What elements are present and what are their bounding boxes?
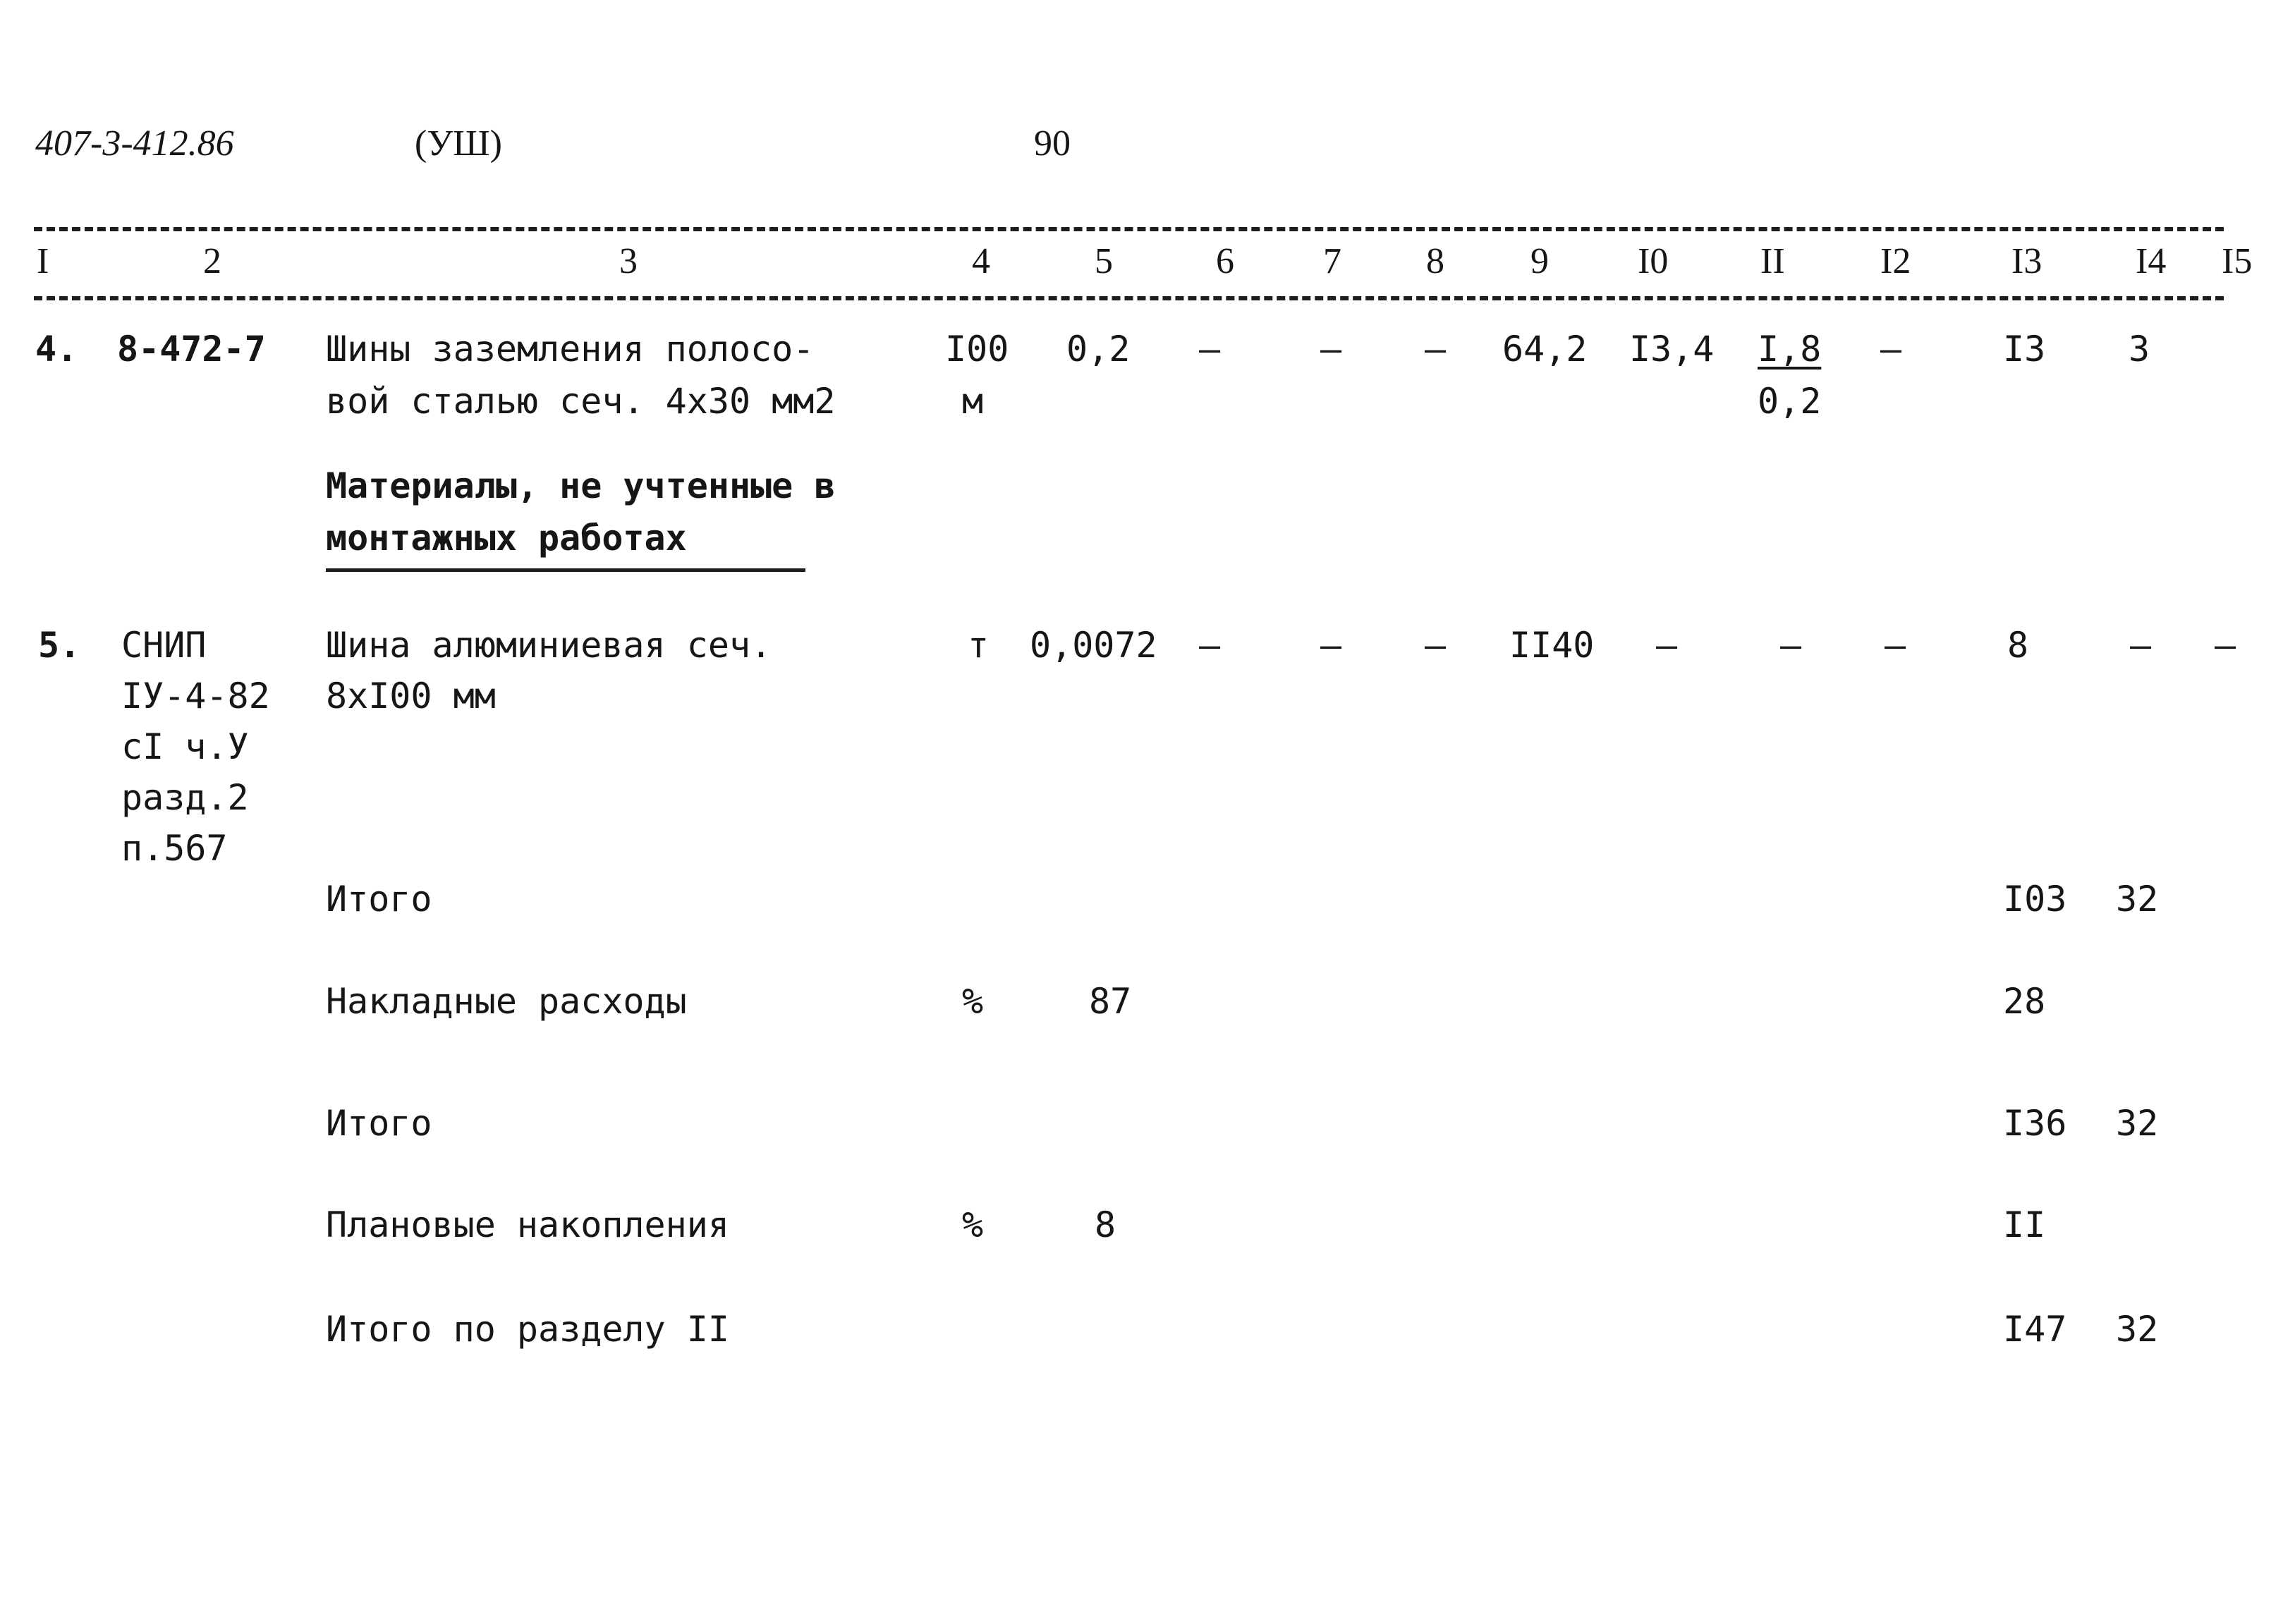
col-header-8: 8 bbox=[1426, 241, 1444, 281]
materials-heading-line-2: монтажных работах bbox=[326, 518, 687, 558]
col-header-12: I2 bbox=[1880, 241, 1911, 281]
total-label: Итого bbox=[326, 879, 432, 920]
col-header-4: 4 bbox=[972, 241, 990, 281]
section-label: (УШ) bbox=[415, 123, 502, 164]
cell-col-13: 8 bbox=[2007, 625, 2029, 666]
col-header-2: 2 bbox=[203, 241, 221, 281]
cell-col-14: – bbox=[2130, 625, 2152, 666]
rate-code-line-3: cI ч.У bbox=[121, 726, 249, 767]
cell-col-14: 3 bbox=[2129, 329, 2150, 370]
col-header-9: 9 bbox=[1530, 241, 1549, 281]
cell-col-13: I3 bbox=[2003, 329, 2046, 370]
header-rule-bottom bbox=[34, 296, 2224, 300]
cell-col-5: 0,2 bbox=[1066, 329, 1131, 370]
document-code: 407-3-412.86 bbox=[35, 123, 234, 164]
row-number: 5. bbox=[38, 625, 81, 666]
cell-col-6: – bbox=[1199, 329, 1221, 370]
rate-code-line-4: разд.2 bbox=[121, 777, 249, 818]
item-name-line-1: Шина алюминиевая сеч. bbox=[326, 625, 772, 666]
rate-code-line-2: IУ-4-82 bbox=[121, 676, 270, 716]
unit-measure: м bbox=[962, 381, 984, 422]
total-col-13: I36 bbox=[2003, 1103, 2067, 1144]
materials-heading-line-1: Материалы, не учтенные в bbox=[326, 465, 836, 506]
header-rule-top bbox=[34, 227, 2224, 231]
heading-underline bbox=[326, 568, 805, 572]
total-col-13: I03 bbox=[2003, 879, 2067, 920]
total-col-14: 32 bbox=[2116, 1103, 2159, 1144]
cell-col-11-bottom: 0,2 bbox=[1758, 381, 1822, 422]
rate-code-line-1: СНИП bbox=[121, 625, 207, 666]
page-number: 90 bbox=[1034, 123, 1071, 164]
total-col-13: II bbox=[2003, 1204, 2046, 1245]
total-col-5: 87 bbox=[1089, 981, 1132, 1022]
col-header-3: 3 bbox=[619, 241, 638, 281]
unit-quantity: I00 bbox=[945, 329, 1009, 370]
col-header-13: I3 bbox=[2011, 241, 2042, 281]
cell-col-10: I3,4 bbox=[1629, 329, 1715, 370]
col-header-14: I4 bbox=[2136, 241, 2167, 281]
unit-measure: т bbox=[968, 625, 990, 666]
cell-col-12: – bbox=[1880, 329, 1902, 370]
cell-col-8: – bbox=[1425, 329, 1447, 370]
item-name-line-2: 8хI00 мм bbox=[326, 676, 496, 716]
cell-col-10: – bbox=[1656, 625, 1678, 666]
total-col-4: % bbox=[962, 1204, 984, 1245]
cell-col-15: – bbox=[2215, 625, 2236, 666]
total-col-13: 28 bbox=[2003, 981, 2046, 1022]
cell-col-6: – bbox=[1199, 625, 1221, 666]
row-number: 4. bbox=[35, 329, 78, 370]
cell-col-12: – bbox=[1885, 625, 1906, 666]
rate-code: 8-472-7 bbox=[117, 329, 266, 370]
cell-col-8: – bbox=[1425, 625, 1447, 666]
rate-code-line-5: п.567 bbox=[121, 828, 228, 869]
total-col-4: % bbox=[962, 981, 984, 1022]
col-header-1: I bbox=[37, 241, 49, 281]
cell-col-7: – bbox=[1320, 625, 1342, 666]
item-name-line-2: вой сталью сеч. 4х30 мм2 bbox=[326, 381, 836, 422]
cell-col-9: II40 bbox=[1509, 625, 1595, 666]
total-label: Итого по разделу II bbox=[326, 1309, 729, 1350]
col-header-6: 6 bbox=[1216, 241, 1234, 281]
col-header-5: 5 bbox=[1095, 241, 1113, 281]
total-col-5: 8 bbox=[1095, 1204, 1116, 1245]
item-name-line-1: Шины заземления полосо- bbox=[326, 329, 815, 370]
cell-col-5: 0,0072 bbox=[1030, 625, 1157, 666]
col-header-11: II bbox=[1760, 241, 1785, 281]
total-label: Накладные расходы bbox=[326, 981, 687, 1022]
total-col-14: 32 bbox=[2116, 1309, 2159, 1350]
col-header-10: I0 bbox=[1638, 241, 1669, 281]
total-label: Плановые накопления bbox=[326, 1204, 729, 1245]
cell-col-11-top: I,8 bbox=[1758, 329, 1822, 370]
cell-col-7: – bbox=[1320, 329, 1342, 370]
col-header-7: 7 bbox=[1323, 241, 1341, 281]
total-col-13: I47 bbox=[2003, 1309, 2067, 1350]
cell-col-11: – bbox=[1780, 625, 1802, 666]
col-header-15: I5 bbox=[2222, 241, 2253, 281]
cell-col-9: 64,2 bbox=[1502, 329, 1588, 370]
total-label: Итого bbox=[326, 1103, 432, 1144]
total-col-14: 32 bbox=[2116, 879, 2159, 920]
